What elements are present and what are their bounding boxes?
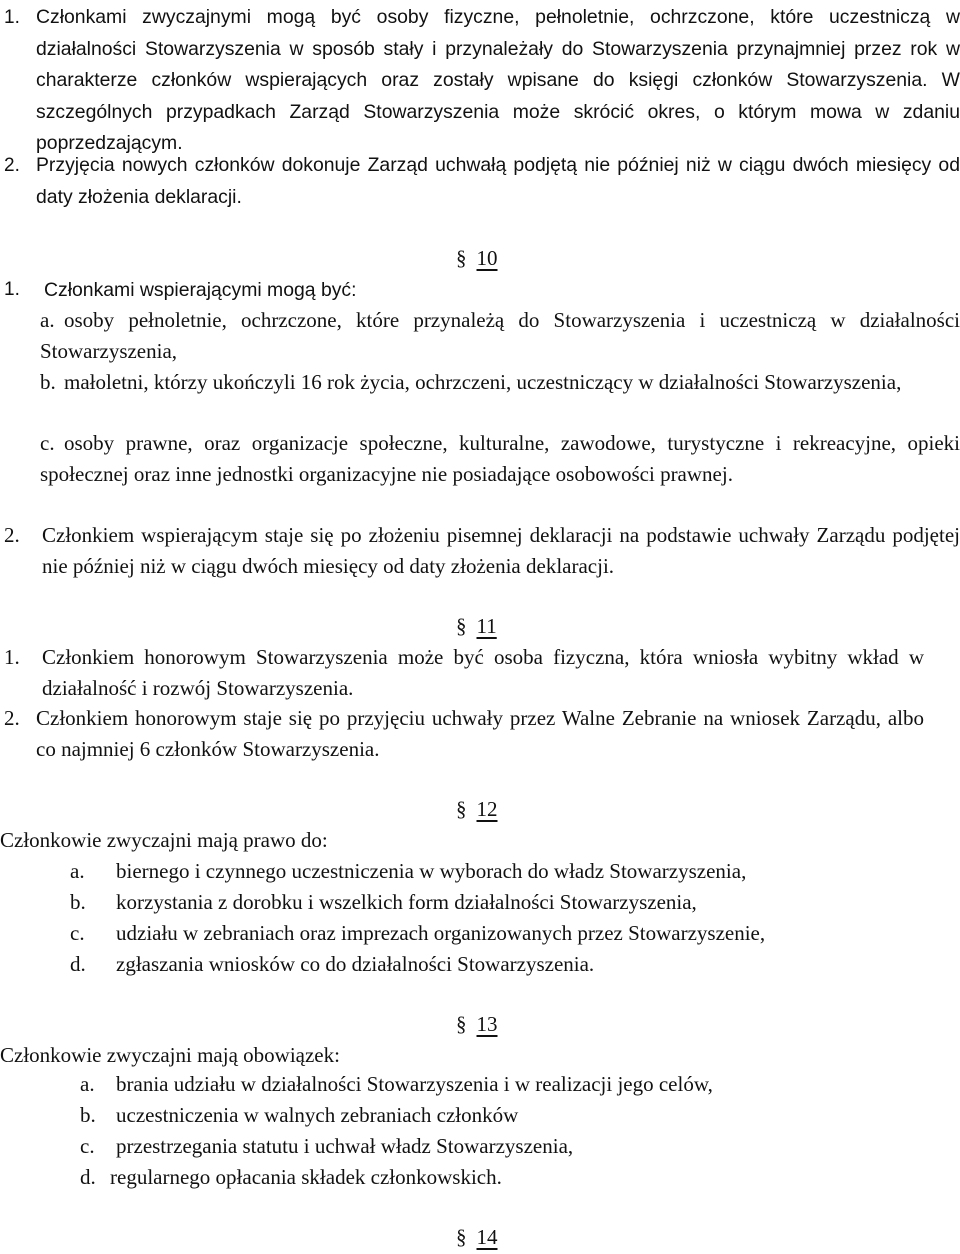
sec10-item-a-label: a. <box>40 308 55 332</box>
sec12-item-c-label: c. <box>70 921 85 945</box>
sec13-item-a-label: a. <box>80 1072 95 1096</box>
sec9-p2-text: Przyjęcia nowych członków dokonuje Zarząd uchwałą podjętą nie później niż w ciągu dwóch miesięcy od daty złożenia deklaracji. <box>36 154 960 208</box>
sec10-p1-text: Członkami wspierającymi mogą być: <box>44 279 357 301</box>
sec9-paragraph-2 <box>4 150 960 213</box>
sec10-item-c <box>40 428 960 490</box>
section-14-heading <box>456 1222 498 1253</box>
section-sign: § <box>456 614 467 638</box>
sec13-item-a-text: brania udziału w działalności Stowarzyszenia i w realizacji jego celów, <box>116 1072 713 1096</box>
sec10-item-b-text: małoletni, którzy ukończyli 16 rok życia, ochrzczeni, uczestniczący w działalności Stowarzyszenia, <box>64 370 902 394</box>
sec10-p2-number: 2. <box>4 523 20 547</box>
section-11-heading <box>456 611 497 642</box>
section-13-heading <box>456 1009 498 1040</box>
sec10-p1-number: 1. <box>4 279 20 300</box>
sec12-item-a-label: a. <box>70 859 85 883</box>
sec12-item-c-text: udziału w zebraniach oraz imprezach organizowanych przez Stowarzyszenie, <box>116 921 766 945</box>
sec13-item-d-text: regularnego opłacania składek członkowskich. <box>110 1165 502 1189</box>
sec12-item-a-text: biernego i czynnego uczestniczenia w wyborach do władz Stowarzyszenia, <box>116 859 747 883</box>
section-10-number: 10 <box>476 246 498 270</box>
section-10-heading <box>456 243 498 274</box>
sec11-p1-text: Członkiem honorowym Stowarzyszenia może być osoba fizyczna, która wniosła wybitny wkład w działalność i rozwój Stowarzyszenia. <box>42 645 924 700</box>
sec12-item-d-text: zgłaszania wniosków co do działalności Stowarzyszenia. <box>116 952 595 976</box>
sec9-p1-number: 1. <box>4 7 20 28</box>
sec10-paragraph-2 <box>4 520 960 582</box>
sec9-paragraph-1 <box>4 2 960 160</box>
sec11-paragraph-2 <box>4 703 924 765</box>
section-sign: § <box>456 246 467 270</box>
sec12-item-b-text: korzystania z dorobku i wszelkich form działalności Stowarzyszenia, <box>116 890 697 914</box>
section-sign: § <box>456 1225 467 1249</box>
sec13-item-b-label: b. <box>80 1103 96 1127</box>
sec12-item-d-label: d. <box>70 952 86 976</box>
sec10-item-b <box>40 367 960 398</box>
sec13-item-c-label: c. <box>80 1134 95 1158</box>
sec11-p1-number: 1. <box>4 645 20 669</box>
section-14-number: 14 <box>476 1225 498 1249</box>
sec10-paragraph-1 <box>4 274 960 306</box>
sec11-p2-text: Członkiem honorowym staje się po przyjęciu uchwały przez Walne Zebranie na wniosek Zarządu, albo co najmniej 6 członków Stowarzyszenia. <box>36 706 924 761</box>
section-12-number: 12 <box>476 797 498 821</box>
sec11-p2-number: 2. <box>4 706 20 730</box>
section-sign: § <box>456 1012 467 1036</box>
sec13-intro: Członkowie zwyczajni mają obowiązek: <box>0 1043 340 1067</box>
sec10-item-c-text: osoby prawne, oraz organizacje społeczne, kulturalne, zawodowe, turystyczne i rekreacyjne, opieki społecznej oraz inne jednostki organizacyjne nie posiadające osobowości prawnej. <box>40 431 960 486</box>
sec11-paragraph-1 <box>4 642 924 704</box>
sec10-item-a <box>40 305 960 367</box>
sec13-item-c-text: przestrzegania statutu i uchwał władz Stowarzyszenia, <box>116 1134 574 1158</box>
sec12-item-b-label: b. <box>70 890 86 914</box>
sec9-p1-text: Członkami zwyczajnymi mogą być osoby fizyczne, pełnoletnie, ochrzczone, które uczestniczą w działalności Stowarzyszenia w sposób stały i przynależały do Stowarzyszenia przynajmniej przez rok w charakterze członków wspierających oraz zostały wpisane do księgi członków Stowarzyszenia. W szczególnych przypadkach Zarząd Stowarzyszenia może skrócić okres, o którym mowa w zdaniu poprzedzającym. <box>36 6 960 154</box>
sec12-intro: Członkowie zwyczajni mają prawo do: <box>0 828 328 852</box>
sec9-p2-number: 2. <box>4 155 20 176</box>
sec13-item-d-label: d. <box>80 1165 96 1189</box>
section-13-number: 13 <box>476 1012 498 1036</box>
section-11-number: 11 <box>476 614 497 638</box>
sec10-p2-text: Członkiem wspierającym staje się po złożeniu pisemnej deklaracji na podstawie uchwały Zarządu podjętej nie później niż w ciągu dwóch miesięcy od daty złożenia deklaracji. <box>42 523 960 578</box>
sec10-item-a-text: osoby pełnoletnie, ochrzczone, które przynależą do Stowarzyszenia i uczestniczą w działalności Stowarzyszenia, <box>40 308 960 363</box>
sec10-item-b-label: b. <box>40 370 56 394</box>
section-12-heading <box>456 794 498 825</box>
sec10-item-c-label: c. <box>40 431 55 455</box>
section-sign: § <box>456 797 467 821</box>
sec13-item-b-text: uczestniczenia w walnych zebraniach członków <box>116 1103 519 1127</box>
